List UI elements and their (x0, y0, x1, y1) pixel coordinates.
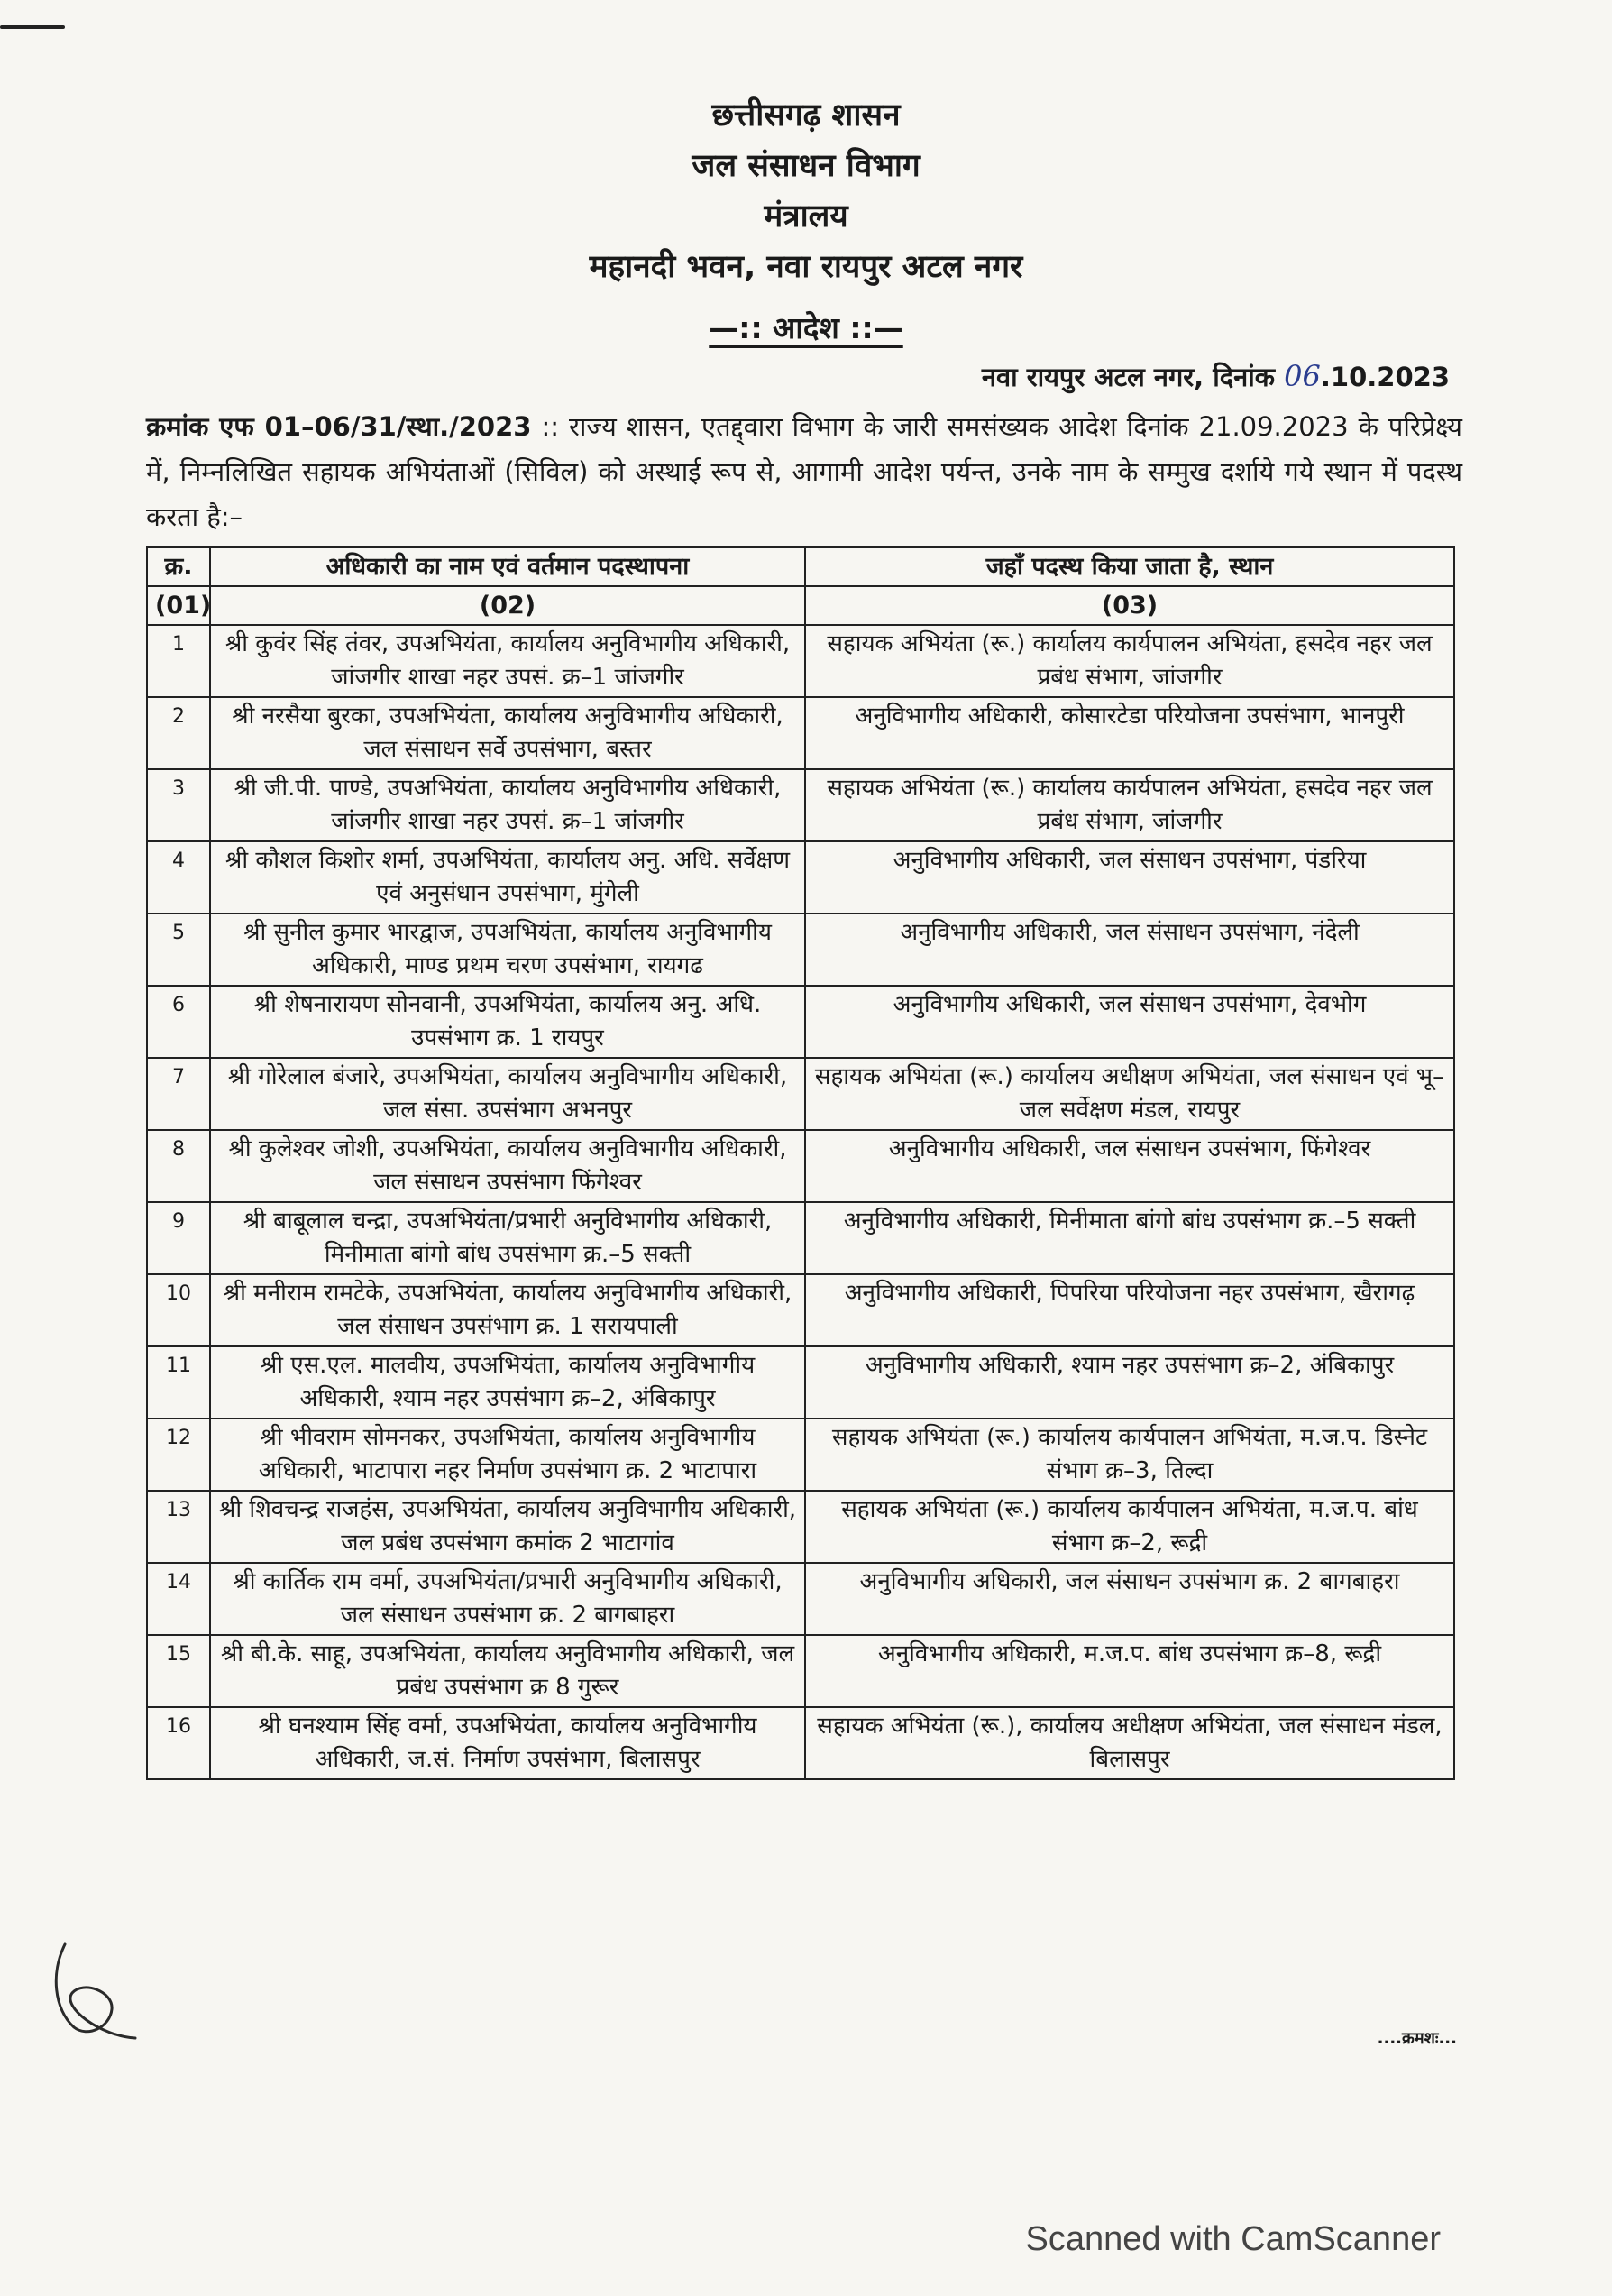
ministry-label: मंत्रालय (764, 198, 848, 234)
place-date-prefix: नवा रायपुर अटल नगर, दिनांक (981, 362, 1276, 392)
row-officer: श्री जी.पी. पाण्डे, उपअभियंता, कार्यालय अनुविभागीय अधिकारी, जांजगीर शाखा नहर उपसं. क्र–1 जांजगीर (210, 769, 805, 841)
row-posting: सहायक अभियंता (रू.), कार्यालय अधीक्षण अभियंता, जल संसाधन मंडल, बिलासपुर (805, 1707, 1454, 1779)
row-posting: अनुविभागीय अधिकारी, जल संसाधन उपसंभाग, नंदेली (805, 914, 1454, 986)
table-row (147, 625, 1454, 697)
row-officer: श्री एस.एल. मालवीय, उपअभियंता, कार्यालय अनुविभागीय अधिकारी, श्याम नहर उपसंभाग क्र–2, अंबिकापुर (210, 1346, 805, 1419)
row-serial: 13 (147, 1491, 210, 1563)
row-posting: अनुविभागीय अधिकारी, मिनीमाता बांगो बांध उपसंभाग क्र.–5 सक्ती (805, 1202, 1454, 1274)
handwritten-date-day: 06 (1284, 359, 1321, 393)
row-officer: श्री बाबूलाल चन्द्रा, उपअभियंता/प्रभारी अनुविभागीय अधिकारी, मिनीमाता बांगो बांध उपसंभाग क्र.–5 सक्ती (210, 1202, 805, 1274)
continued-marker: ....क्रमशः... (1377, 2029, 1457, 2048)
row-officer: श्री कार्तिक राम वर्मा, उपअभियंता/प्रभारी अनुविभागीय अधिकारी, जल संसाधन उपसंभाग क्र. 2 बागबाहरा (210, 1563, 805, 1635)
row-officer: श्री मनीराम रामटेके, उपअभियंता, कार्यालय अनुविभागीय अधिकारी, जल संसाधन उपसंभाग क्र. 1 सरायपाली (210, 1274, 805, 1346)
row-posting: सहायक अभियंता (रू.) कार्यालय कार्यपालन अभियंता, म.ज.प. डिस्नेट संभाग क्र–3, तिल्दा (805, 1419, 1454, 1491)
table-column-number-row (147, 586, 1454, 625)
col-number-3: (03) (805, 586, 1454, 625)
posting-table (146, 546, 1455, 1780)
pen-stroke-mark (0, 25, 65, 29)
row-serial: 14 (147, 1563, 210, 1635)
table-row (147, 1202, 1454, 1274)
row-officer: श्री शिवचन्द्र राजहंस, उपअभियंता, कार्यालय अनुविभागीय अधिकारी, जल प्रबंध उपसंभाग कमांक 2 भाटागांव (210, 1491, 805, 1563)
row-serial: 5 (147, 914, 210, 986)
table-row (147, 1058, 1454, 1130)
row-serial: 9 (147, 1202, 210, 1274)
row-serial: 8 (147, 1130, 210, 1202)
row-posting: सहायक अभियंता (रू.) कार्यालय अधीक्षण अभियंता, जल संसाधन एवं भू–जल सर्वेक्षण मंडल, रायपुर (805, 1058, 1454, 1130)
order-title: —:: आदेश ::— (709, 310, 903, 345)
row-officer: श्री गोरेलाल बंजारे, उपअभियंता, कार्यालय अनुविभागीय अधिकारी, जल संसा. उपसंभाग अभनपुर (210, 1058, 805, 1130)
row-serial: 11 (147, 1346, 210, 1419)
col-number-2: (02) (210, 586, 805, 625)
row-serial: 7 (147, 1058, 210, 1130)
order-intro-text: :: राज्य शासन, एतद्द्वारा विभाग के जारी समसंख्यक आदेश दिनांक 21.09.2023 के परिप्रेक्ष्य में, निम्नलिखित सहायक अभियंताओं (सिविल) को अस्थाई रूप से, आगामी आदेश पर्यन्त, उनके नाम के सम्मुख दर्शाये गये स्थान में पदस्थ करता है:– (146, 411, 1462, 532)
table-row (147, 1346, 1454, 1419)
table-row (147, 1491, 1454, 1563)
row-officer: श्री शेषनारायण सोनवानी, उपअभियंता, कार्यालय अनु. अधि. उपसंभाग क्र. 1 रायपुर (210, 986, 805, 1058)
row-serial: 3 (147, 769, 210, 841)
camscanner-watermark: Scanned with CamScanner (1025, 2220, 1441, 2258)
header-posting: जहाँ पदस्थ किया जाता है, स्थान (805, 547, 1454, 586)
place-date-rest: .10.2023 (1320, 362, 1450, 392)
row-officer: श्री कुवंर सिंह तंवर, उपअभियंता, कार्यालय अनुविभागीय अधिकारी, जांजगीर शाखा नहर उपसं. क्र–1 जांजगीर (210, 625, 805, 697)
row-officer: श्री सुनील कुमार भारद्वाज, उपअभियंता, कार्यालय अनुविभागीय अधिकारी, माण्ड प्रथम चरण उपसंभाग, रायगढ (210, 914, 805, 986)
government-name: छत्तीसगढ़ शासन (711, 97, 901, 133)
row-posting: सहायक अभियंता (रू.) कार्यालय कार्यपालन अभियंता, हसदेव नहर जल प्रबंध संभाग, जांजगीर (805, 769, 1454, 841)
row-posting: सहायक अभियंता (रू.) कार्यालय कार्यपालन अभियंता, हसदेव नहर जल प्रबंध संभाग, जांजगीर (805, 625, 1454, 697)
row-officer: श्री कुलेश्वर जोशी, उपअभियंता, कार्यालय अनुविभागीय अधिकारी, जल संसाधन उपसंभाग फिंगेश्वर (210, 1130, 805, 1202)
table-row (147, 1130, 1454, 1202)
row-serial: 2 (147, 697, 210, 769)
table-row (147, 914, 1454, 986)
row-posting: अनुविभागीय अधिकारी, जल संसाधन उपसंभाग, फिंगेश्वर (805, 1130, 1454, 1202)
table-row (147, 769, 1454, 841)
row-serial: 10 (147, 1274, 210, 1346)
row-posting: अनुविभागीय अधिकारी, जल संसाधन उपसंभाग क्र. 2 बागबाहरा (805, 1563, 1454, 1635)
col-number-1: (01) (147, 586, 210, 625)
row-officer: श्री भीवराम सोमनकर, उपअभियंता, कार्यालय अनुविभागीय अधिकारी, भाटापारा नहर निर्माण उपसंभाग क्र. 2 भाटापारा (210, 1419, 805, 1491)
department-name: जल संसाधन विभाग (692, 148, 920, 184)
row-serial: 4 (147, 841, 210, 914)
row-officer: श्री घनश्याम सिंह वर्मा, उपअभियंता, कार्यालय अनुविभागीय अधिकारी, ज.सं. निर्माण उपसंभाग, बिलासपुर (210, 1707, 805, 1779)
row-posting: अनुविभागीय अधिकारी, कोसारटेडा परियोजना उपसंभाग, भानपुरी (805, 697, 1454, 769)
letterhead (0, 90, 1612, 292)
table-row (147, 986, 1454, 1058)
table-header-row (147, 547, 1454, 586)
row-officer: श्री बी.के. साहू, उपअभियंता, कार्यालय अनुविभागीय अधिकारी, जल प्रबंध उपसंभाग क्र 8 गुरूर (210, 1635, 805, 1707)
header-officer: अधिकारी का नाम एवं वर्तमान पदस्थापना (210, 547, 805, 586)
row-serial: 12 (147, 1419, 210, 1491)
row-officer: श्री कौशल किशोर शर्मा, उपअभियंता, कार्यालय अनु. अधि. सर्वेक्षण एवं अनुसंधान उपसंभाग, मुंगेली (210, 841, 805, 914)
table-row (147, 1563, 1454, 1635)
row-serial: 15 (147, 1635, 210, 1707)
table-row (147, 1707, 1454, 1779)
place-date (982, 359, 1450, 394)
table-row (147, 1419, 1454, 1491)
row-posting: अनुविभागीय अधिकारी, पिपरिया परियोजना नहर उपसंभाग, खैरागढ़ (805, 1274, 1454, 1346)
order-reference-number: क्रमांक एफ 01–06/31/स्था./2023 (146, 411, 532, 442)
row-posting: अनुविभागीय अधिकारी, म.ज.प. बांध उपसंभाग क्र–8, रूद्री (805, 1635, 1454, 1707)
row-officer: श्री नरसैया बुरका, उपअभियंता, कार्यालय अनुविभागीय अधिकारी, जल संसाधन सर्वे उपसंभाग, बस्तर (210, 697, 805, 769)
row-serial: 1 (147, 625, 210, 697)
table-row (147, 1635, 1454, 1707)
row-serial: 16 (147, 1707, 210, 1779)
initials-signature (47, 1937, 146, 2045)
row-serial: 6 (147, 986, 210, 1058)
row-posting: सहायक अभियंता (रू.) कार्यालय कार्यपालन अभियंता, म.ज.प. बांध संभाग क्र–2, रूद्री (805, 1491, 1454, 1563)
row-posting: अनुविभागीय अधिकारी, जल संसाधन उपसंभाग, देवभोग (805, 986, 1454, 1058)
table-row (147, 841, 1454, 914)
row-posting: अनुविभागीय अधिकारी, श्याम नहर उपसंभाग क्र–2, अंबिकापुर (805, 1346, 1454, 1419)
office-address: महानदी भवन, नवा रायपुर अटल नगर (589, 249, 1023, 285)
table-row (147, 697, 1454, 769)
table-row (147, 1274, 1454, 1346)
row-posting: अनुविभागीय अधिकारी, जल संसाधन उपसंभाग, पंडरिया (805, 841, 1454, 914)
order-intro-paragraph (146, 404, 1462, 539)
header-serial: क्र. (147, 547, 210, 586)
